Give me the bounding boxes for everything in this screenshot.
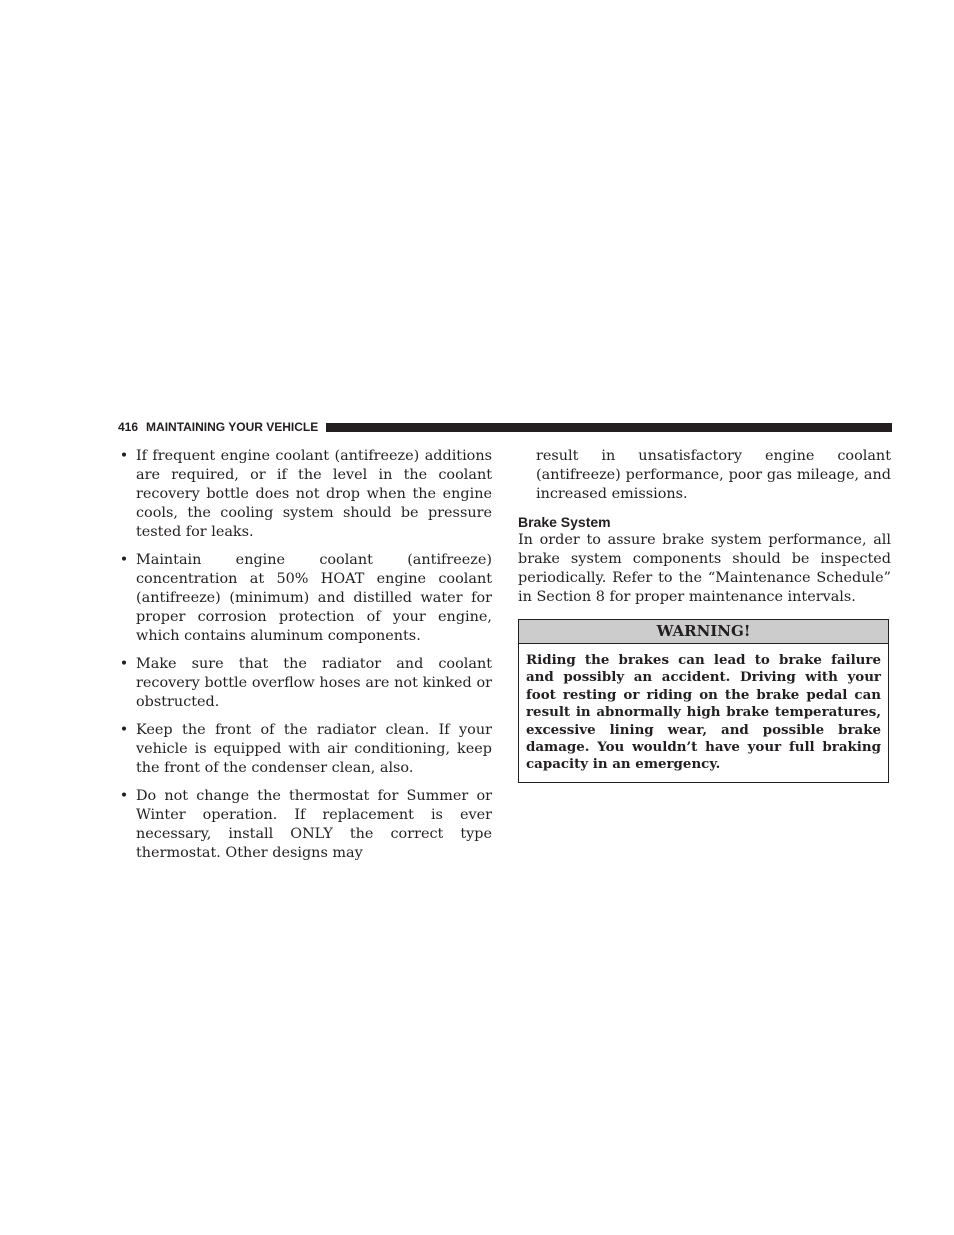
bullet-text: Keep the front of the radiator clean. If your vehicle is equipped with air conditioning, keep the front of the condenser clean, also.: [136, 722, 492, 776]
header-rule: [326, 423, 892, 432]
list-item: [118, 447, 492, 542]
list-item: [118, 551, 492, 646]
bullet-icon: •: [119, 722, 129, 738]
bullet-text: Make sure that the radiator and coolant recovery bottle overflow hoses are not kinked or obstructed.: [136, 656, 492, 710]
page-number: 416: [118, 420, 139, 434]
warning-box: [518, 619, 889, 783]
left-column: [118, 447, 492, 872]
bullet-icon: •: [119, 656, 129, 672]
coolant-bullet-list: [118, 447, 492, 863]
bullet-text: If frequent engine coolant (antifreeze) additions are required, or if the level in the coolant recovery bottle does not drop when the engine cools, the cooling system should be pressure tested for leaks.: [136, 448, 492, 540]
warning-text: Riding the brakes can lead to brake failure and possibly an accident. Driving with your foot resting or riding on the brake pedal can result in abnormally high brake temperatures, excessive lining wear, and possible brake damage. You wouldn’t have your full braking capacity in an emergency.: [526, 652, 881, 773]
brake-system-heading: Brake System: [518, 514, 611, 530]
warning-title: WARNING!: [519, 620, 888, 644]
list-item: [118, 721, 492, 778]
page-header: [118, 419, 892, 435]
bullet-continuation: result in unsatisfactory engine coolant (antifreeze) performance, poor gas mileage, and increased emissions.: [536, 448, 891, 502]
bullet-icon: •: [119, 552, 129, 568]
brake-system-paragraph: In order to assure brake system performance, all brake system components should be inspected periodically. Refer to the “Maintenance Schedule” in Section 8 for proper maintenance intervals.: [518, 532, 891, 605]
list-item: [118, 787, 492, 863]
section-title: MAINTAINING YOUR VEHICLE: [146, 420, 319, 434]
bullet-text: Do not change the thermostat for Summer or Winter operation. If replacement is ever necessary, install ONLY the correct type thermostat. Other designs may: [136, 788, 492, 861]
list-item: [118, 655, 492, 712]
right-column: [518, 447, 891, 783]
bullet-icon: •: [119, 788, 129, 804]
bullet-icon: •: [119, 448, 129, 464]
bullet-text: Maintain engine coolant (antifreeze) concentration at 50% HOAT engine coolant (antifreeze) (minimum) and distilled water for proper corrosion protection of your engine, which contains aluminum components.: [136, 552, 492, 644]
